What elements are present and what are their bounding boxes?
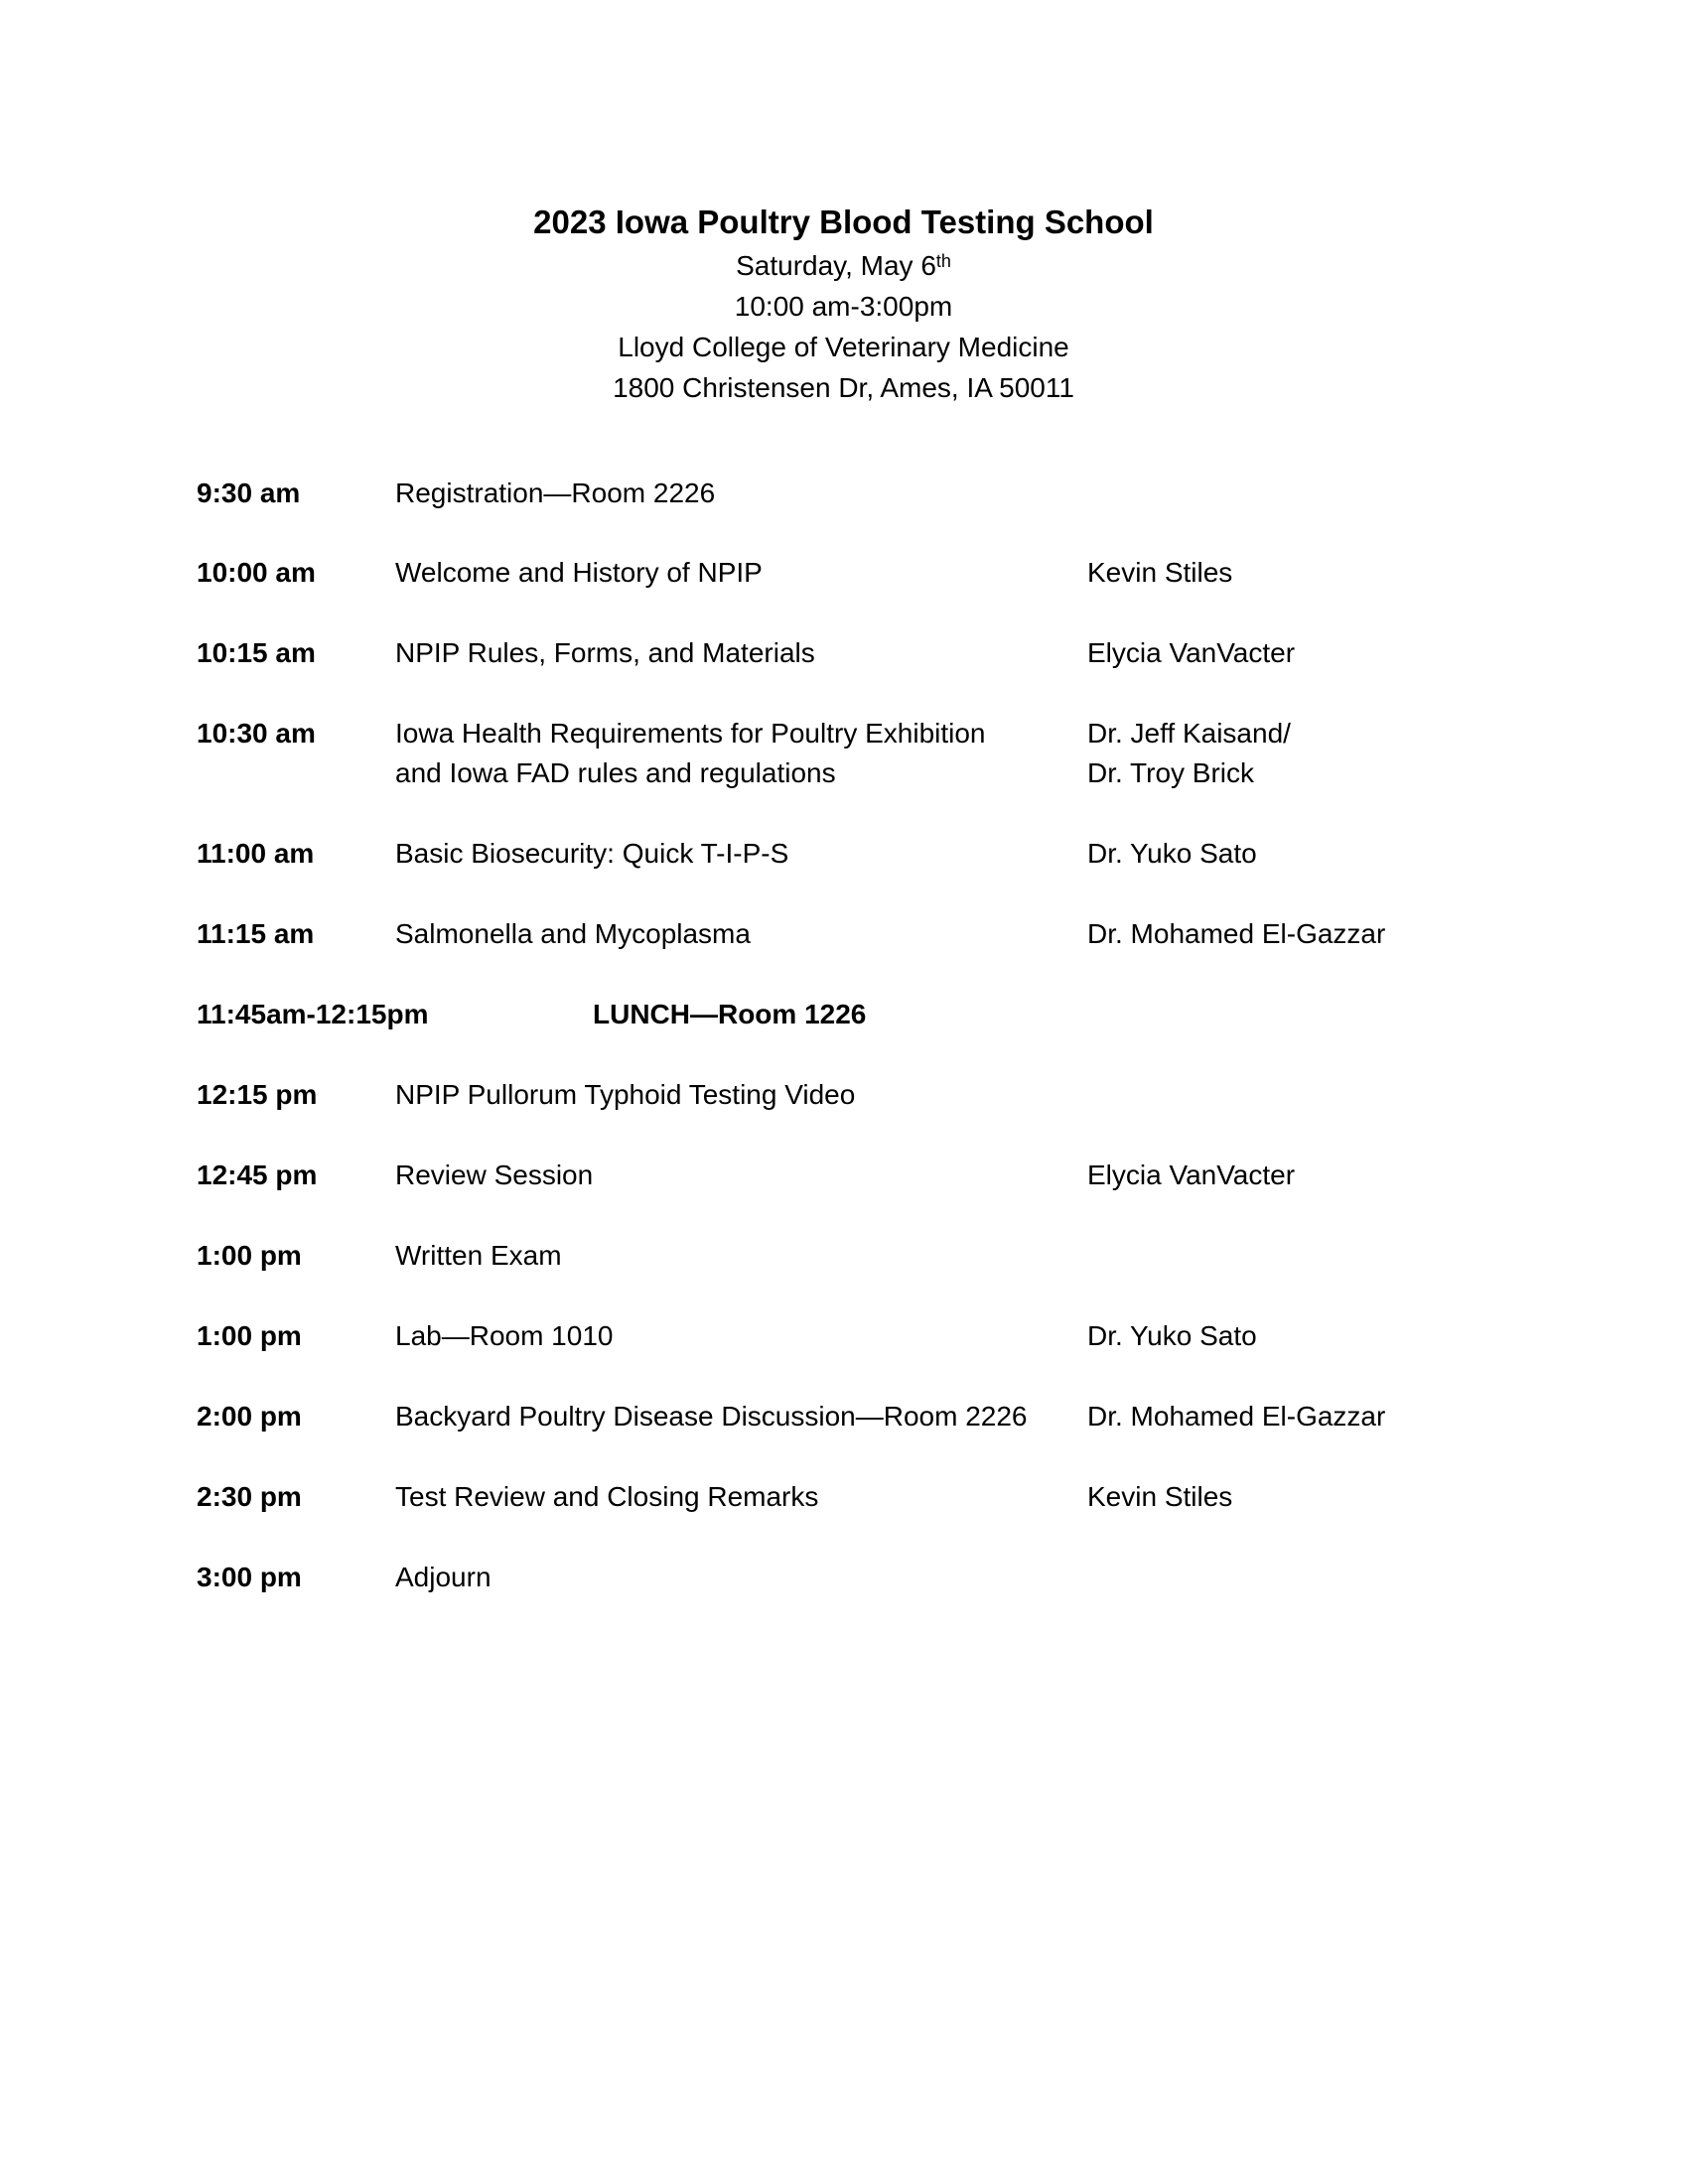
agenda-time: 9:30 am (197, 478, 301, 508)
agenda-time: 1:00 pm (197, 1320, 302, 1351)
agenda-speaker: Dr. Mohamed El-Gazzar (1087, 918, 1386, 949)
agenda-speaker: Dr. Mohamed El-Gazzar (1087, 1401, 1386, 1432)
agenda-time: 2:30 pm (197, 1481, 302, 1512)
agenda-time: 2:00 pm (197, 1401, 302, 1432)
agenda-session: Test Review and Closing Remarks (395, 1481, 819, 1512)
agenda-time: 12:15 pm (197, 1079, 318, 1110)
agenda-speaker: Kevin Stiles (1087, 557, 1233, 588)
agenda-session: Registration—Room 2226 (395, 478, 716, 508)
agenda-session: Lab—Room 1010 (395, 1320, 614, 1351)
agenda-time: 11:45am-12:15pm (197, 999, 429, 1029)
agenda-time: 10:00 am (197, 557, 316, 588)
event-date-text: Saturday, May 6 (736, 250, 936, 281)
agenda-time: 10:30 am (197, 718, 316, 749)
agenda-time: 3:00 pm (197, 1562, 302, 1592)
agenda-session: Backyard Poultry Disease Discussion—Room 2226 (395, 1401, 1028, 1432)
agenda-session-line: and Iowa FAD rules and regulations (395, 757, 836, 788)
agenda-session: LUNCH—Room 1226 (593, 999, 867, 1029)
event-title: 2023 Iowa Poultry Blood Testing School (533, 204, 1154, 240)
agenda-session: Written Exam (395, 1240, 562, 1271)
agenda-time: 10:15 am (197, 637, 316, 668)
agenda-session: Review Session (395, 1160, 594, 1190)
agenda-speaker-line: Dr. Jeff Kaisand/ (1087, 718, 1291, 749)
agenda-session: Adjourn (395, 1562, 492, 1592)
agenda-speaker: Kevin Stiles (1087, 1481, 1233, 1512)
event-venue: Lloyd College of Veterinary Medicine (618, 332, 1069, 362)
agenda-session-line: Iowa Health Requirements for Poultry Exhibition (395, 718, 986, 749)
agenda-session (395, 714, 986, 793)
agenda-speaker (1087, 714, 1291, 793)
agenda-speaker: Elycia VanVacter (1087, 637, 1296, 668)
agenda-time: 1:00 pm (197, 1240, 302, 1271)
agenda-speaker-line: Dr. Troy Brick (1087, 757, 1255, 788)
event-time-range: 10:00 am-3:00pm (734, 291, 953, 322)
event-date-suffix: th (935, 250, 951, 271)
agenda-session: Salmonella and Mycoplasma (395, 918, 751, 949)
agenda-speaker: Dr. Yuko Sato (1087, 1320, 1257, 1351)
agenda-time: 11:15 am (197, 918, 315, 949)
event-address: 1800 Christensen Dr, Ames, IA 50011 (613, 372, 1074, 403)
agenda-session: Welcome and History of NPIP (395, 557, 763, 588)
agenda-time: 12:45 pm (197, 1160, 318, 1190)
agenda-speaker: Dr. Yuko Sato (1087, 838, 1257, 869)
agenda-session: NPIP Pullorum Typhoid Testing Video (395, 1079, 856, 1110)
agenda-session: NPIP Rules, Forms, and Materials (395, 637, 815, 668)
agenda-time: 11:00 am (197, 838, 315, 869)
event-date (0, 246, 1687, 286)
agenda-speaker: Elycia VanVacter (1087, 1160, 1296, 1190)
agenda-session: Basic Biosecurity: Quick T-I-P-S (395, 838, 789, 869)
